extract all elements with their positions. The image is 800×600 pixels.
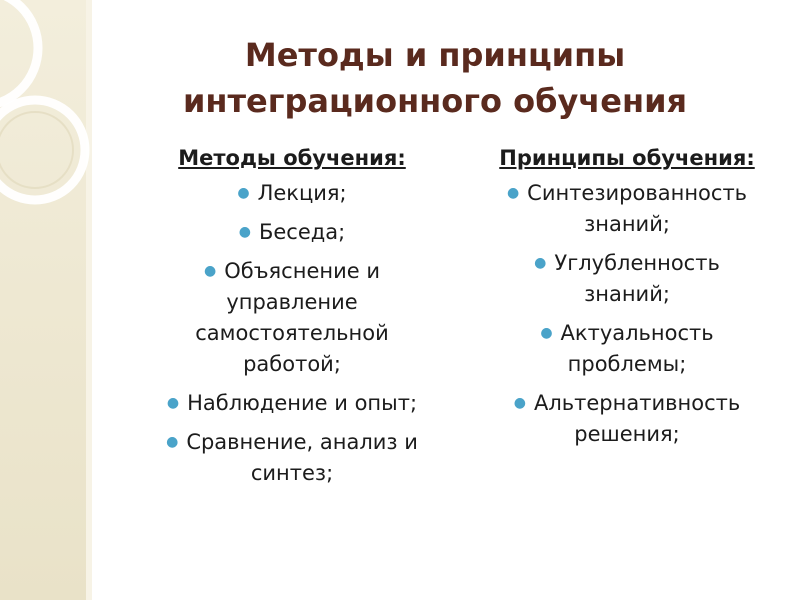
bullet-dot-icon: ● [237,185,250,201]
list-item [472,388,782,450]
list-item [132,217,452,248]
list-item-text: Беседа; [258,220,346,244]
bullet-dot-icon: ● [204,263,217,279]
methods-heading: Методы обучения: [178,146,406,170]
list-item-text: Лекция; [257,181,347,205]
title-line: интеграционного обучения [182,82,688,120]
bullet-dot-icon: ● [513,395,526,411]
principles-heading: Принципы обучения: [499,146,755,170]
principles-column [472,142,782,458]
list-item [132,388,452,419]
bullet-dot-icon: ● [166,395,180,411]
bullet-dot-icon: ● [166,434,179,450]
list-item [472,178,782,240]
list-item-text: Синтезированность знаний; [527,181,748,236]
list-item-text: Альтернативность решения; [533,391,741,446]
title-line: Методы и принципы [244,36,626,74]
list-item [472,318,782,380]
list-item [132,256,452,380]
decorative-rings-icon [0,0,90,210]
list-item-text: Наблюдение и опыт; [187,391,418,415]
methods-list [132,178,452,489]
bullet-dot-icon: ● [506,185,520,201]
list-item-text: Углубленность знаний; [554,251,720,306]
list-item [132,427,452,489]
slide-title [110,32,760,124]
bullet-dot-icon: ● [238,224,251,240]
list-item-text: Актуальность проблемы; [560,321,714,376]
list-item [132,178,452,209]
list-item [472,248,782,310]
bullet-dot-icon: ● [534,255,547,271]
principles-list [472,178,782,450]
bullet-dot-icon: ● [540,325,553,341]
list-item-text: Сравнение, анализ и синтез; [186,430,418,485]
list-item-text: Объяснение и управление самостоятельной работой; [195,259,389,376]
methods-column [132,142,452,497]
